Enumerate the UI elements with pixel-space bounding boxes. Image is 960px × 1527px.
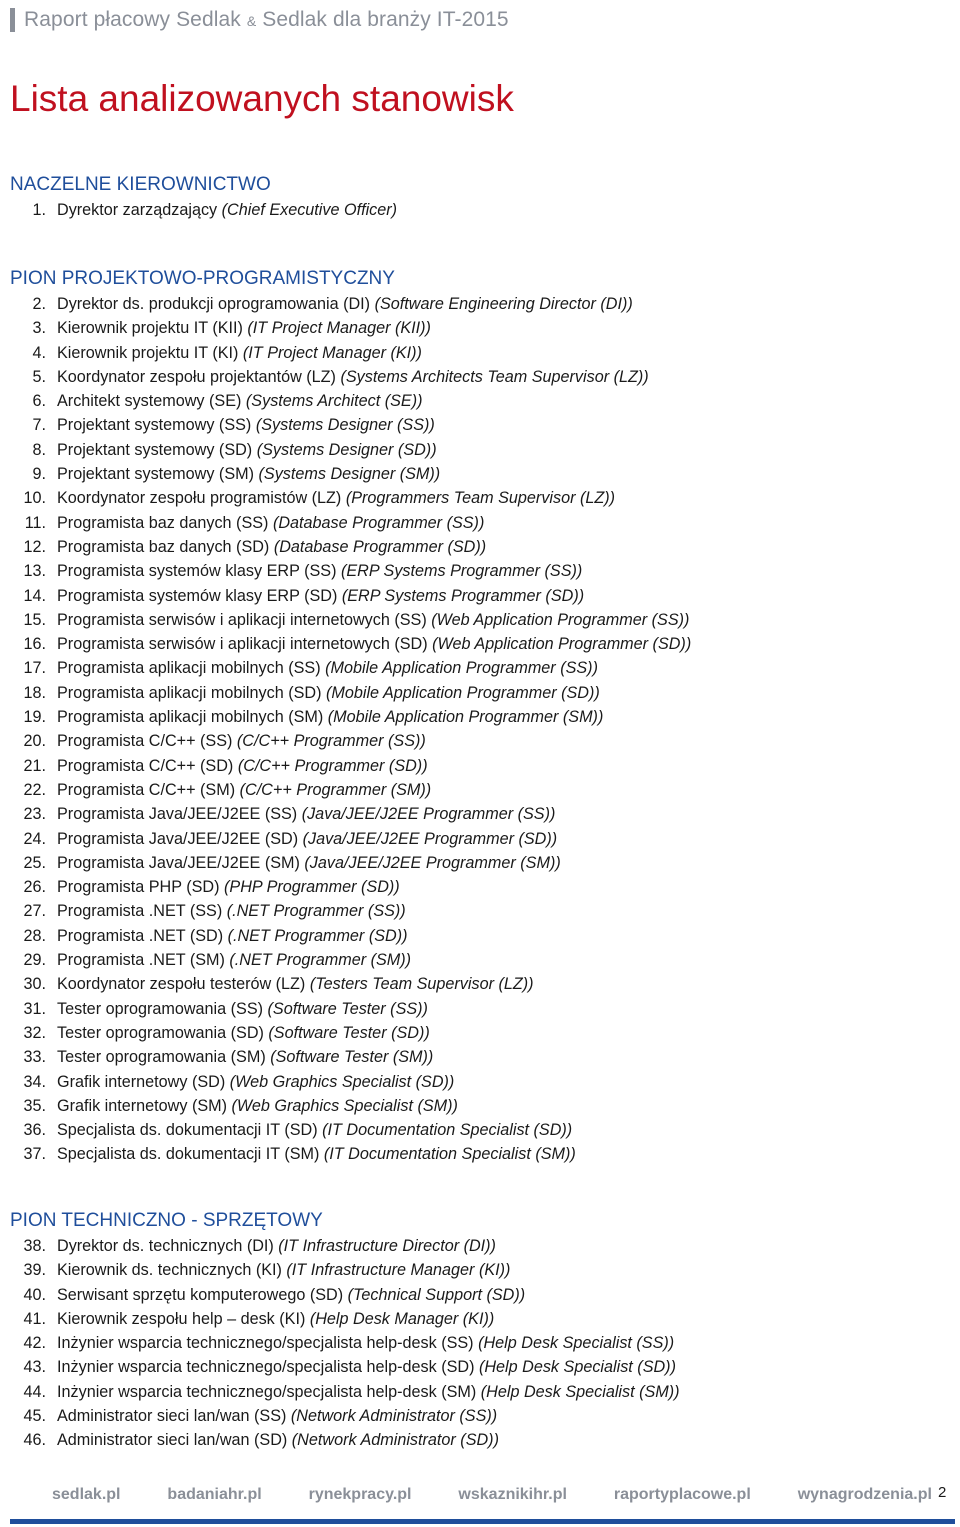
footer-link-sedlak[interactable]: sedlak.pl — [52, 1486, 121, 1503]
position-name-pl: Programista Java/JEE/J2EE (SM) — [57, 853, 305, 872]
position-name-pl: Grafik internetowy (SD) — [57, 1072, 230, 1091]
list-item — [10, 656, 960, 680]
position-name-pl: Programista Java/JEE/J2EE (SD) — [57, 829, 303, 848]
item-number: 6. — [32, 392, 46, 411]
position-name-pl: Projektant systemowy (SS) — [57, 416, 256, 435]
list-item — [10, 802, 960, 826]
item-text — [57, 1428, 499, 1452]
position-list — [10, 1234, 960, 1453]
item-number: 38. — [23, 1237, 46, 1255]
position-name-pl: Programista C/C++ (SD) — [57, 756, 238, 775]
item-text — [57, 316, 431, 340]
position-name-en: (Network Administrator (SS)) — [290, 1407, 498, 1426]
position-name-pl: Programista C/C++ (SM) — [57, 780, 240, 799]
position-name-en: (Systems Designer (SS)) — [255, 416, 435, 435]
position-name-pl: Programista .NET (SD) — [57, 926, 228, 945]
list-item — [10, 827, 960, 851]
position-name-pl: Programista aplikacji mobilnych (SS) — [57, 659, 326, 678]
position-name-en: (Software Engineering Director (DI)) — [374, 295, 633, 313]
item-text — [57, 778, 431, 802]
list-item — [10, 778, 960, 802]
list-item — [10, 1283, 960, 1307]
position-name-en: (Help Desk Specialist (SS)) — [478, 1334, 675, 1353]
position-name-en: (Web Application Programmer (SS)) — [431, 610, 690, 629]
position-name-pl: Koordynator zespołu programistów (LZ) — [57, 489, 346, 508]
item-text — [57, 1258, 510, 1282]
position-name-en: (Network Administrator (SD)) — [291, 1431, 499, 1450]
position-name-en: (Systems Architect (SE)) — [245, 392, 423, 411]
item-text — [57, 559, 582, 583]
item-text — [57, 1234, 496, 1258]
list-item — [10, 365, 960, 389]
report-title: Raport płacowy Sedlak & Sedlak dla branży IT-2015 — [24, 8, 509, 31]
list-item — [10, 754, 960, 778]
list-item — [10, 1331, 960, 1355]
position-name-pl: Koordynator zespołu testerów (LZ) — [57, 975, 310, 994]
item-number: 1. — [32, 201, 46, 219]
item-text — [57, 292, 633, 316]
item-text — [57, 899, 406, 923]
item-number: 15. — [23, 610, 46, 629]
position-name-en: (Software Tester (SM)) — [270, 1048, 434, 1067]
item-text — [57, 705, 603, 729]
list-item — [10, 997, 960, 1021]
position-name-pl: Programista C/C++ (SS) — [57, 732, 237, 751]
item-text — [57, 1355, 676, 1379]
position-name-pl: Programista aplikacji mobilnych (SM) — [57, 708, 328, 727]
list-item — [10, 511, 960, 535]
item-number: 14. — [23, 586, 46, 605]
position-name-en: (IT Infrastructure Director (DI)) — [278, 1237, 496, 1255]
position-name-pl: Inżynier wsparcia technicznego/specjalista help-desk (SM) — [57, 1382, 481, 1401]
item-number: 9. — [32, 465, 46, 484]
item-text — [57, 997, 428, 1021]
item-number: 43. — [23, 1358, 46, 1377]
position-name-pl: Administrator sieci lan/wan (SS) — [57, 1407, 291, 1426]
item-number: 16. — [23, 635, 46, 654]
position-name-pl: Programista aplikacji mobilnych (SD) — [57, 683, 326, 702]
item-text — [57, 1142, 576, 1166]
item-text — [57, 341, 422, 365]
position-name-en: (C/C++ Programmer (SD)) — [237, 756, 428, 775]
section-pion-projektowo-programistyczny — [10, 266, 960, 1167]
item-number: 37. — [23, 1145, 46, 1164]
position-name-en: (Help Desk Specialist (SM)) — [480, 1382, 680, 1401]
position-name-pl: Programista baz danych (SD) — [57, 537, 274, 556]
item-number: 11. — [24, 513, 46, 532]
item-text — [57, 1021, 430, 1045]
list-item — [10, 292, 960, 316]
item-text — [57, 1070, 454, 1094]
position-name-en: (IT Project Manager (KI)) — [242, 343, 422, 362]
item-number: 20. — [23, 732, 46, 751]
position-name-en: (.NET Programmer (SD)) — [227, 926, 408, 945]
item-number: 40. — [23, 1285, 46, 1304]
footer-divider — [10, 1519, 955, 1524]
section-heading: PION TECHNICZNO - SPRZĘTOWY — [10, 1210, 323, 1231]
item-number: 26. — [23, 878, 46, 897]
item-number: 25. — [23, 853, 46, 872]
list-item — [10, 608, 960, 632]
item-number: 28. — [23, 926, 46, 945]
position-name-pl: Dyrektor zarządzający — [57, 201, 222, 219]
item-number: 44. — [23, 1382, 46, 1401]
item-number: 45. — [23, 1407, 46, 1426]
list-item — [10, 948, 960, 972]
item-text — [57, 851, 561, 875]
position-name-en: (Database Programmer (SS)) — [272, 513, 485, 532]
position-name-pl: Programista Java/JEE/J2EE (SS) — [57, 805, 302, 824]
item-text — [57, 198, 397, 222]
item-text — [57, 1118, 572, 1142]
list-item — [10, 972, 960, 996]
list-item — [10, 875, 960, 899]
list-item — [10, 438, 960, 462]
item-number: 33. — [23, 1048, 46, 1067]
item-text — [57, 462, 440, 486]
position-name-en: (Web Graphics Specialist (SD)) — [229, 1072, 455, 1091]
position-name-pl: Tester oprogramowania (SS) — [57, 999, 268, 1018]
footer-link-badaniahr[interactable]: badaniahr.pl — [167, 1486, 262, 1503]
item-text — [57, 608, 689, 632]
position-name-en: (Help Desk Specialist (SD)) — [478, 1358, 676, 1377]
position-name-en: (Systems Designer (SM)) — [258, 465, 441, 484]
list-item — [10, 729, 960, 753]
list-item — [10, 1307, 960, 1331]
item-number: 22. — [23, 780, 46, 799]
item-text — [57, 681, 600, 705]
footer-link-wskaznikihr[interactable]: wskaznikihr.pl — [458, 1486, 567, 1503]
item-number: 41. — [23, 1309, 46, 1328]
position-name-en: (Java/JEE/J2EE Programmer (SM)) — [304, 853, 561, 872]
position-name-en: (Software Tester (SD)) — [268, 1023, 430, 1042]
item-number: 3. — [32, 319, 46, 338]
position-name-en: (ERP Systems Programmer (SD)) — [341, 586, 585, 605]
item-text — [57, 972, 534, 996]
item-text — [57, 827, 557, 851]
item-number: 5. — [32, 367, 46, 386]
item-number: 23. — [23, 805, 46, 824]
item-number: 32. — [23, 1023, 46, 1042]
position-name-pl: Kierownik projektu IT (KII) — [57, 319, 248, 338]
position-name-pl: Specjalista ds. dokumentacji IT (SM) — [57, 1145, 324, 1164]
position-name-en: (Testers Team Supervisor (LZ)) — [309, 975, 534, 994]
footer-link-raportyplacowe[interactable]: raportyplacowe.pl — [613, 1486, 751, 1503]
item-text — [57, 1331, 674, 1355]
list-item — [10, 535, 960, 559]
item-text — [57, 875, 400, 899]
item-number: 17. — [23, 659, 46, 678]
item-text — [57, 632, 691, 656]
page-number: 2 — [938, 1484, 947, 1501]
list-item — [10, 681, 960, 705]
position-name-pl: Inżynier wsparcia technicznego/specjalista help-desk (SD) — [57, 1358, 479, 1377]
item-number: 24. — [23, 829, 46, 848]
list-item — [10, 1355, 960, 1379]
list-item — [10, 632, 960, 656]
position-name-en: (IT Project Manager (KII)) — [247, 319, 431, 338]
list-item — [10, 486, 960, 510]
footer-link-wynagrodzenia[interactable]: wynagrodzenia.pl — [797, 1486, 932, 1503]
list-item — [10, 1021, 960, 1045]
item-text — [57, 729, 426, 753]
item-text — [57, 584, 584, 608]
section-pion-techniczno-sprzetowy — [10, 1208, 960, 1453]
section-heading: PION PROJEKTOWO-PROGRAMISTYCZNY — [10, 268, 395, 289]
position-name-en: (Java/JEE/J2EE Programmer (SD)) — [302, 829, 558, 848]
position-name-pl: Programista .NET (SS) — [57, 902, 227, 921]
section-heading: NACZELNE KIEROWNICTWO — [10, 174, 271, 195]
position-name-pl: Specjalista ds. dokumentacji IT (SD) — [57, 1121, 323, 1140]
position-name-en: (IT Documentation Specialist (SM)) — [323, 1145, 576, 1164]
position-name-pl: Grafik internetowy (SM) — [57, 1096, 232, 1115]
item-text — [57, 511, 484, 535]
item-number: 27. — [23, 902, 46, 921]
position-name-pl: Programista serwisów i aplikacji internetowych (SD) — [57, 635, 433, 654]
position-name-pl: Tester oprogramowania (SD) — [57, 1023, 269, 1042]
list-item — [10, 1258, 960, 1282]
list-item — [10, 1234, 960, 1258]
item-number: 31. — [23, 999, 46, 1018]
list-item — [10, 413, 960, 437]
report-header — [10, 6, 509, 34]
position-name-en: (C/C++ Programmer (SM)) — [239, 780, 432, 799]
position-name-en: (Help Desk Manager (KI)) — [309, 1309, 495, 1328]
position-name-pl: Kierownik ds. technicznych (KI) — [57, 1261, 287, 1280]
position-name-en: (Database Programmer (SD)) — [273, 537, 487, 556]
footer-links — [52, 1482, 932, 1508]
footer-link-rynekpracy[interactable]: rynekpracy.pl — [308, 1486, 412, 1503]
list-item — [10, 198, 960, 222]
list-item — [10, 899, 960, 923]
position-name-en: (Systems Designer (SD)) — [256, 440, 437, 459]
item-number: 12. — [23, 537, 46, 556]
position-name-en: (PHP Programmer (SD)) — [224, 878, 400, 897]
item-text — [57, 1307, 494, 1331]
item-number: 13. — [23, 562, 46, 581]
item-text — [57, 365, 649, 389]
item-number: 30. — [23, 975, 46, 994]
item-number: 42. — [23, 1334, 46, 1353]
list-item — [10, 851, 960, 875]
item-text — [57, 413, 435, 437]
item-text — [57, 535, 486, 559]
item-number: 36. — [23, 1121, 46, 1140]
position-name-pl: Projektant systemowy (SM) — [57, 465, 259, 484]
position-name-en: (Chief Executive Officer) — [221, 201, 398, 219]
list-item — [10, 1404, 960, 1428]
list-item — [10, 1428, 960, 1452]
list-item — [10, 1380, 960, 1404]
item-text — [57, 1094, 458, 1118]
list-item — [10, 584, 960, 608]
position-name-pl: Programista systemów klasy ERP (SD) — [57, 586, 342, 605]
position-name-pl: Administrator sieci lan/wan (SD) — [57, 1431, 292, 1450]
list-item — [10, 1094, 960, 1118]
item-number: 21. — [23, 756, 46, 775]
position-name-en: (Technical Support (SD)) — [347, 1285, 526, 1304]
section-naczelne-kierownictwo — [10, 172, 960, 222]
position-name-pl: Dyrektor ds. produkcji oprogramowania (DI) — [57, 295, 375, 313]
item-number: 19. — [23, 708, 46, 727]
item-text — [57, 1404, 497, 1428]
position-name-pl: Serwisant sprzętu komputerowego (SD) — [57, 1285, 348, 1304]
item-text — [57, 1045, 433, 1069]
position-list — [10, 198, 960, 222]
item-number: 8. — [32, 440, 46, 459]
item-text — [57, 1283, 525, 1307]
position-name-pl: Programista PHP (SD) — [57, 878, 225, 897]
list-item — [10, 1045, 960, 1069]
position-name-en: (.NET Programmer (SS)) — [226, 902, 406, 921]
position-name-pl: Kierownik projektu IT (KI) — [57, 343, 243, 362]
item-number: 39. — [23, 1261, 46, 1280]
position-name-en: (Web Application Programmer (SD)) — [432, 635, 692, 654]
item-text — [57, 802, 555, 826]
position-name-pl: Architekt systemowy (SE) — [57, 392, 246, 411]
list-item — [10, 341, 960, 365]
position-name-pl: Programista serwisów i aplikacji internetowych (SS) — [57, 610, 432, 629]
item-number: 4. — [32, 343, 46, 362]
position-name-en: (Programmers Team Supervisor (LZ)) — [345, 489, 616, 508]
item-number: 10. — [23, 489, 46, 508]
list-item — [10, 1118, 960, 1142]
position-name-pl: Programista systemów klasy ERP (SS) — [57, 562, 341, 581]
item-text — [57, 924, 407, 948]
item-number: 34. — [23, 1072, 46, 1091]
item-number: 46. — [23, 1431, 46, 1450]
position-name-en: (Mobile Application Programmer (SS)) — [325, 659, 598, 678]
position-name-en: (IT Documentation Specialist (SD)) — [322, 1121, 573, 1140]
position-name-pl: Dyrektor ds. technicznych (DI) — [57, 1237, 279, 1255]
list-item — [10, 924, 960, 948]
item-text — [57, 438, 437, 462]
list-item — [10, 316, 960, 340]
position-name-pl: Koordynator zespołu projektantów (LZ) — [57, 367, 341, 386]
list-item — [10, 705, 960, 729]
position-name-en: (ERP Systems Programmer (SS)) — [340, 562, 583, 581]
position-name-pl: Inżynier wsparcia technicznego/specjalista help-desk (SS) — [57, 1334, 479, 1353]
list-item — [10, 559, 960, 583]
position-name-en: (Web Graphics Specialist (SM)) — [231, 1096, 458, 1115]
list-item — [10, 462, 960, 486]
position-name-pl: Tester oprogramowania (SM) — [57, 1048, 271, 1067]
position-name-pl: Programista baz danych (SS) — [57, 513, 273, 532]
position-name-en: (Systems Architects Team Supervisor (LZ)) — [340, 367, 649, 386]
position-name-en: (IT Infrastructure Manager (KI)) — [286, 1261, 511, 1280]
page-title: Lista analizowanych stanowisk — [10, 78, 514, 119]
list-item — [10, 1142, 960, 1166]
position-name-pl: Kierownik zespołu help – desk (KI) — [57, 1309, 310, 1328]
item-number: 7. — [32, 416, 46, 435]
position-name-en: (.NET Programmer (SM)) — [229, 951, 412, 970]
position-name-en: (Mobile Application Programmer (SM)) — [327, 708, 604, 727]
list-item — [10, 1070, 960, 1094]
header-accent-bar — [10, 8, 15, 32]
position-name-en: (Java/JEE/J2EE Programmer (SS)) — [301, 805, 556, 824]
item-text — [57, 754, 428, 778]
item-number: 2. — [32, 295, 46, 313]
item-text — [57, 656, 598, 680]
item-number: 18. — [23, 683, 46, 702]
item-number: 35. — [23, 1096, 46, 1115]
position-name-en: (C/C++ Programmer (SS)) — [236, 732, 426, 751]
position-name-en: (Mobile Application Programmer (SD)) — [325, 683, 600, 702]
item-text — [57, 1380, 680, 1404]
position-name-pl: Projektant systemowy (SD) — [57, 440, 257, 459]
item-text — [57, 389, 423, 413]
item-number: 29. — [23, 951, 46, 970]
item-text — [57, 948, 411, 972]
position-name-en: (Software Tester (SS)) — [267, 999, 428, 1018]
position-list — [10, 292, 960, 1167]
list-item — [10, 389, 960, 413]
item-text — [57, 486, 615, 510]
position-name-pl: Programista .NET (SM) — [57, 951, 230, 970]
